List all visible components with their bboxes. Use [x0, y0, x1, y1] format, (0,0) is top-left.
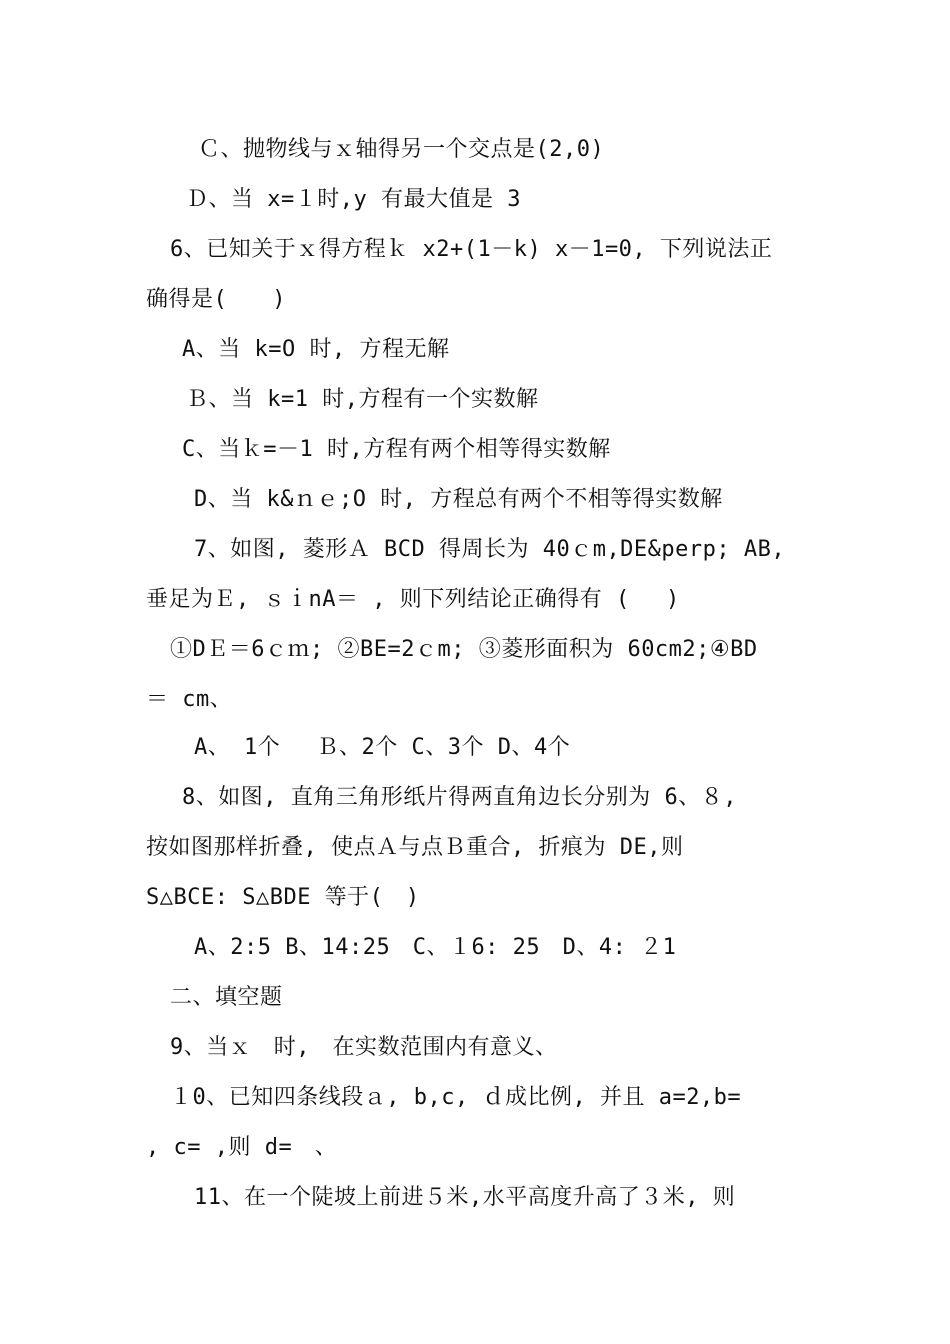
q6-option-a: A、当 k=O 时, 方程无解 — [182, 337, 450, 362]
question-8-stem: 8、如图, 直角三角形纸片得两直角边长分别为 6、８, — [182, 785, 737, 810]
question-7-statements-cont: ＝ cm、 — [146, 687, 233, 712]
question-10-cont: , c= ,则 d= 、 — [146, 1135, 338, 1160]
question-6-stem: 6、已知关于ｘ得方程ｋ x2+(1－k) x－1=0, 下列说法正 — [170, 237, 773, 262]
q6-option-d: D、当 k&ｎｅ;O 时, 方程总有两个不相等得实数解 — [194, 487, 723, 512]
question-7-stem-cont: 垂足为Ｅ, ｓｉnA＝ , 则下列结论正确得有 ( ) — [146, 587, 680, 612]
question-6-stem-cont: 确得是( ) — [146, 287, 286, 312]
option-d-max-value: Ｄ、当 x=１时,y 有最大值是 3 — [186, 187, 521, 212]
question-10: １0、已知四条线段ａ, b,c, ｄ成比例, 并且 a=2,b= — [170, 1085, 742, 1110]
question-7-statements: ①DＥ＝6ｃｍ; ②BE=2ｃm; ③菱形面积为 60cm2;④BD — [170, 637, 758, 662]
section-fill-in-blank: 二、填空题 — [170, 985, 283, 1010]
question-9: 9、当ｘ 时, 在实数范围内有意义、 — [170, 1035, 558, 1060]
question-11: 11、在一个陡坡上前进５米,水平高度升高了３米, 则 — [194, 1185, 736, 1210]
question-7-stem: 7、如图, 菱形Ａ BCD 得周长为 40ｃm,DE&perp; AB, — [194, 537, 786, 562]
q6-option-c: C、当ｋ=－1 时,方程有两个相等得实数解 — [182, 437, 611, 462]
q6-option-b: Ｂ、当 k=1 时,方程有一个实数解 — [186, 387, 539, 412]
question-8-ratio: S△BCE: S△BDE 等于( ) — [146, 885, 420, 910]
q8-options: A、2:5 B、14:25 C、１6: 25 D、4: ２1 — [194, 935, 677, 960]
option-c-parabola: Ｃ、抛物线与ｘ轴得另一个交点是(2,0) — [198, 137, 605, 162]
q7-options: A、 1个 Ｂ、2个 C、3个 D、4个 — [194, 735, 571, 760]
question-8-stem-cont: 按如图那样折叠, 使点Ａ与点Ｂ重合, 折痕为 DE,则 — [146, 835, 684, 860]
